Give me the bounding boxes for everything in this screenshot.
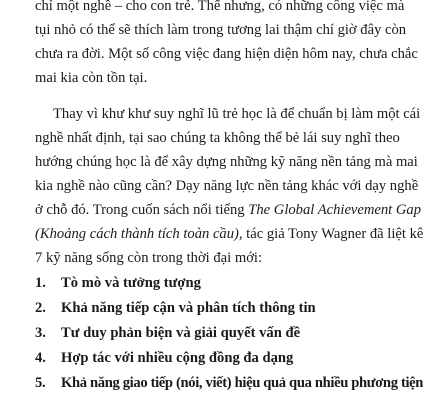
skill-text: Hợp tác với nhiều cộng đồng đa dạng (61, 350, 294, 366)
paragraph-2-line-6 (35, 224, 423, 245)
skill-number: 3. (35, 325, 46, 341)
skill-text: Tư duy phản biện và giải quyết vấn đề (61, 325, 301, 341)
paragraph-2-line-3: hướng chúng học là để xây dựng những kỹ năng nền tảng mà mai (35, 154, 418, 170)
paragraph-2-line-1: Thay vì khư khư suy nghĩ lũ trẻ học là để chuẩn bị làm một cái (53, 106, 421, 122)
paragraph-2-line-7: 7 kỹ năng sống còn trong thời đại mới: (35, 250, 263, 266)
paragraph-2-line-5 (35, 200, 422, 221)
skill-item-2 (35, 298, 375, 319)
paragraph-1-line-3: chưa ra đời. Một số công việc đang hiện diện hôm nay, chưa chắc (35, 46, 418, 62)
paragraph-1-line-2: tụi nhỏ có thể sẽ thích làm trong tương lai thậm chí giờ đây còn (35, 22, 407, 38)
skill-text: Tò mò và tưởng tượng (61, 275, 201, 291)
skill-item-3 (35, 323, 375, 344)
skill-item-4 (35, 348, 375, 369)
skill-number: 1. (35, 275, 46, 291)
skill-number: 2. (35, 300, 46, 316)
book-title-english: The Global Achievement Gap (248, 202, 422, 218)
paragraph-2-line-5-text: ở chỗ đó. Trong cuốn sách nổi tiếng (35, 202, 249, 218)
book-title-vietnamese: (Khoảng cách thành tích toàn cầu), (35, 226, 243, 242)
paragraph-2-line-4: kia nghề nào cũng cần? Dạy năng lực nền tảng khác với dạy nghề (35, 178, 419, 194)
skill-item-1 (35, 273, 375, 294)
paragraph-2-line-6-text: tác giả Tony Wagner đã liệt kê (242, 226, 423, 242)
skill-number: 4. (35, 350, 46, 366)
skill-text: Khả năng giao tiếp (nói, viết) hiệu quả qua nhiều phương tiện (61, 375, 423, 391)
skill-text: Khả năng tiếp cận và phân tích thông tin (61, 300, 316, 316)
skill-number: 5. (35, 375, 46, 391)
paragraph-2-line-2: nghề nhất định, tại sao chúng ta không thể bẻ lái suy nghĩ theo (35, 130, 400, 146)
paragraph-1-line-4: mai kia còn tồn tại. (35, 70, 148, 86)
paragraph-1-line-1: chỉ một nghề – cho con trẻ. Thế nhưng, có những công việc mà (35, 0, 405, 14)
skill-item-5 (35, 373, 423, 394)
